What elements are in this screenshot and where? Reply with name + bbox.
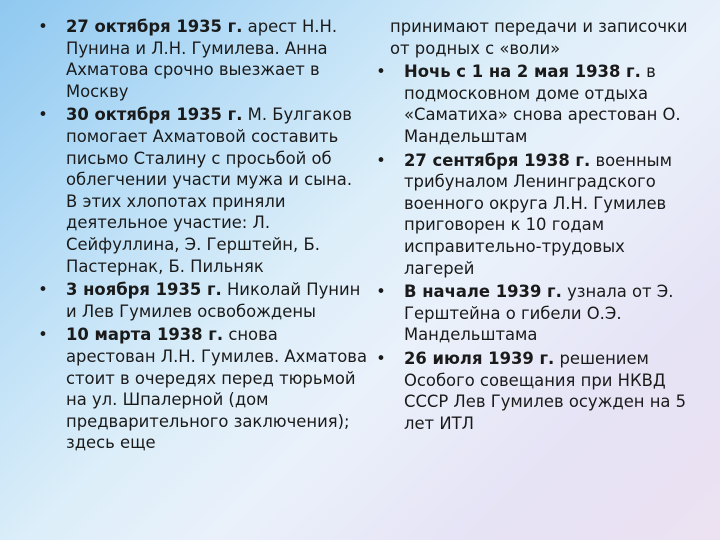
bullet-icon: • [376, 348, 386, 368]
bullet-icon: • [38, 280, 48, 300]
bullet-icon: • [38, 17, 48, 36]
timeline-continuation [374, 16, 694, 59]
bullet-icon: • [376, 282, 386, 302]
event-text: узнала от Э. Герштейна о гибели О.Э. Мандельштама [404, 282, 674, 345]
event-text: Николай Пунин и Лев Гумилев освобождены [66, 280, 361, 321]
right-column [374, 16, 694, 436]
bullet-icon: • [38, 105, 48, 125]
event-date: 30 октября 1935 г. [66, 105, 243, 125]
event-text: арест Н.Н. Пунина и Л.Н. Гумилева. Анна Ахматова срочно выезжает в Москву [66, 17, 338, 101]
event-date: 26 июля 1939 г. [404, 348, 555, 368]
timeline-item [36, 16, 368, 102]
bullet-icon: • [376, 62, 386, 82]
event-text: в подмосковном доме отдыха «Саматиха» снова арестован О. Мандельштам [404, 62, 681, 146]
event-date: 10 марта 1938 г. [66, 325, 224, 345]
bullet-icon: • [376, 150, 386, 170]
event-text: снова арестован Л.Н. Гумилев. Ахматова стоит в очередях перед тюрьмой на ул. Шпалерной (дом предварительного заключения); здесь еще [66, 325, 367, 453]
event-text: принимают передачи и записочки от родных с «воли» [390, 17, 688, 58]
timeline-item [36, 279, 368, 322]
timeline-item [374, 281, 694, 346]
event-text: М. Булгаков помогает Ахматовой составить письмо Сталину с просьбой об облегчении участи мужа и сына. В этих хлопотах приняли деятельное участие: Л. Сейфуллина, Э. Герштейн, Б. Пастернак, Б. Пильняк [66, 105, 353, 276]
event-text: военным трибуналом Ленинградского военного округа Л.Н. Гумилев приговорен к 10 годам исправительно-трудовых лагерей [404, 150, 672, 278]
event-date: 27 октября 1935 г. [66, 17, 243, 36]
bullet-icon: • [38, 325, 48, 345]
event-date: В начале 1939 г. [404, 282, 562, 302]
timeline-item [36, 104, 368, 277]
event-date: 27 сентября 1938 г. [404, 150, 591, 170]
left-column [36, 16, 368, 456]
event-date: 3 ноября 1935 г. [66, 280, 222, 300]
event-text: решением Особого совещания при НКВД СССР Лев Гумилев осужден на 5 лет ИТЛ [404, 348, 687, 433]
timeline-item [374, 150, 694, 280]
timeline-item [374, 61, 694, 147]
timeline-item [36, 324, 368, 454]
event-date: Ночь с 1 на 2 мая 1938 г. [404, 62, 641, 82]
timeline-item [374, 348, 694, 434]
